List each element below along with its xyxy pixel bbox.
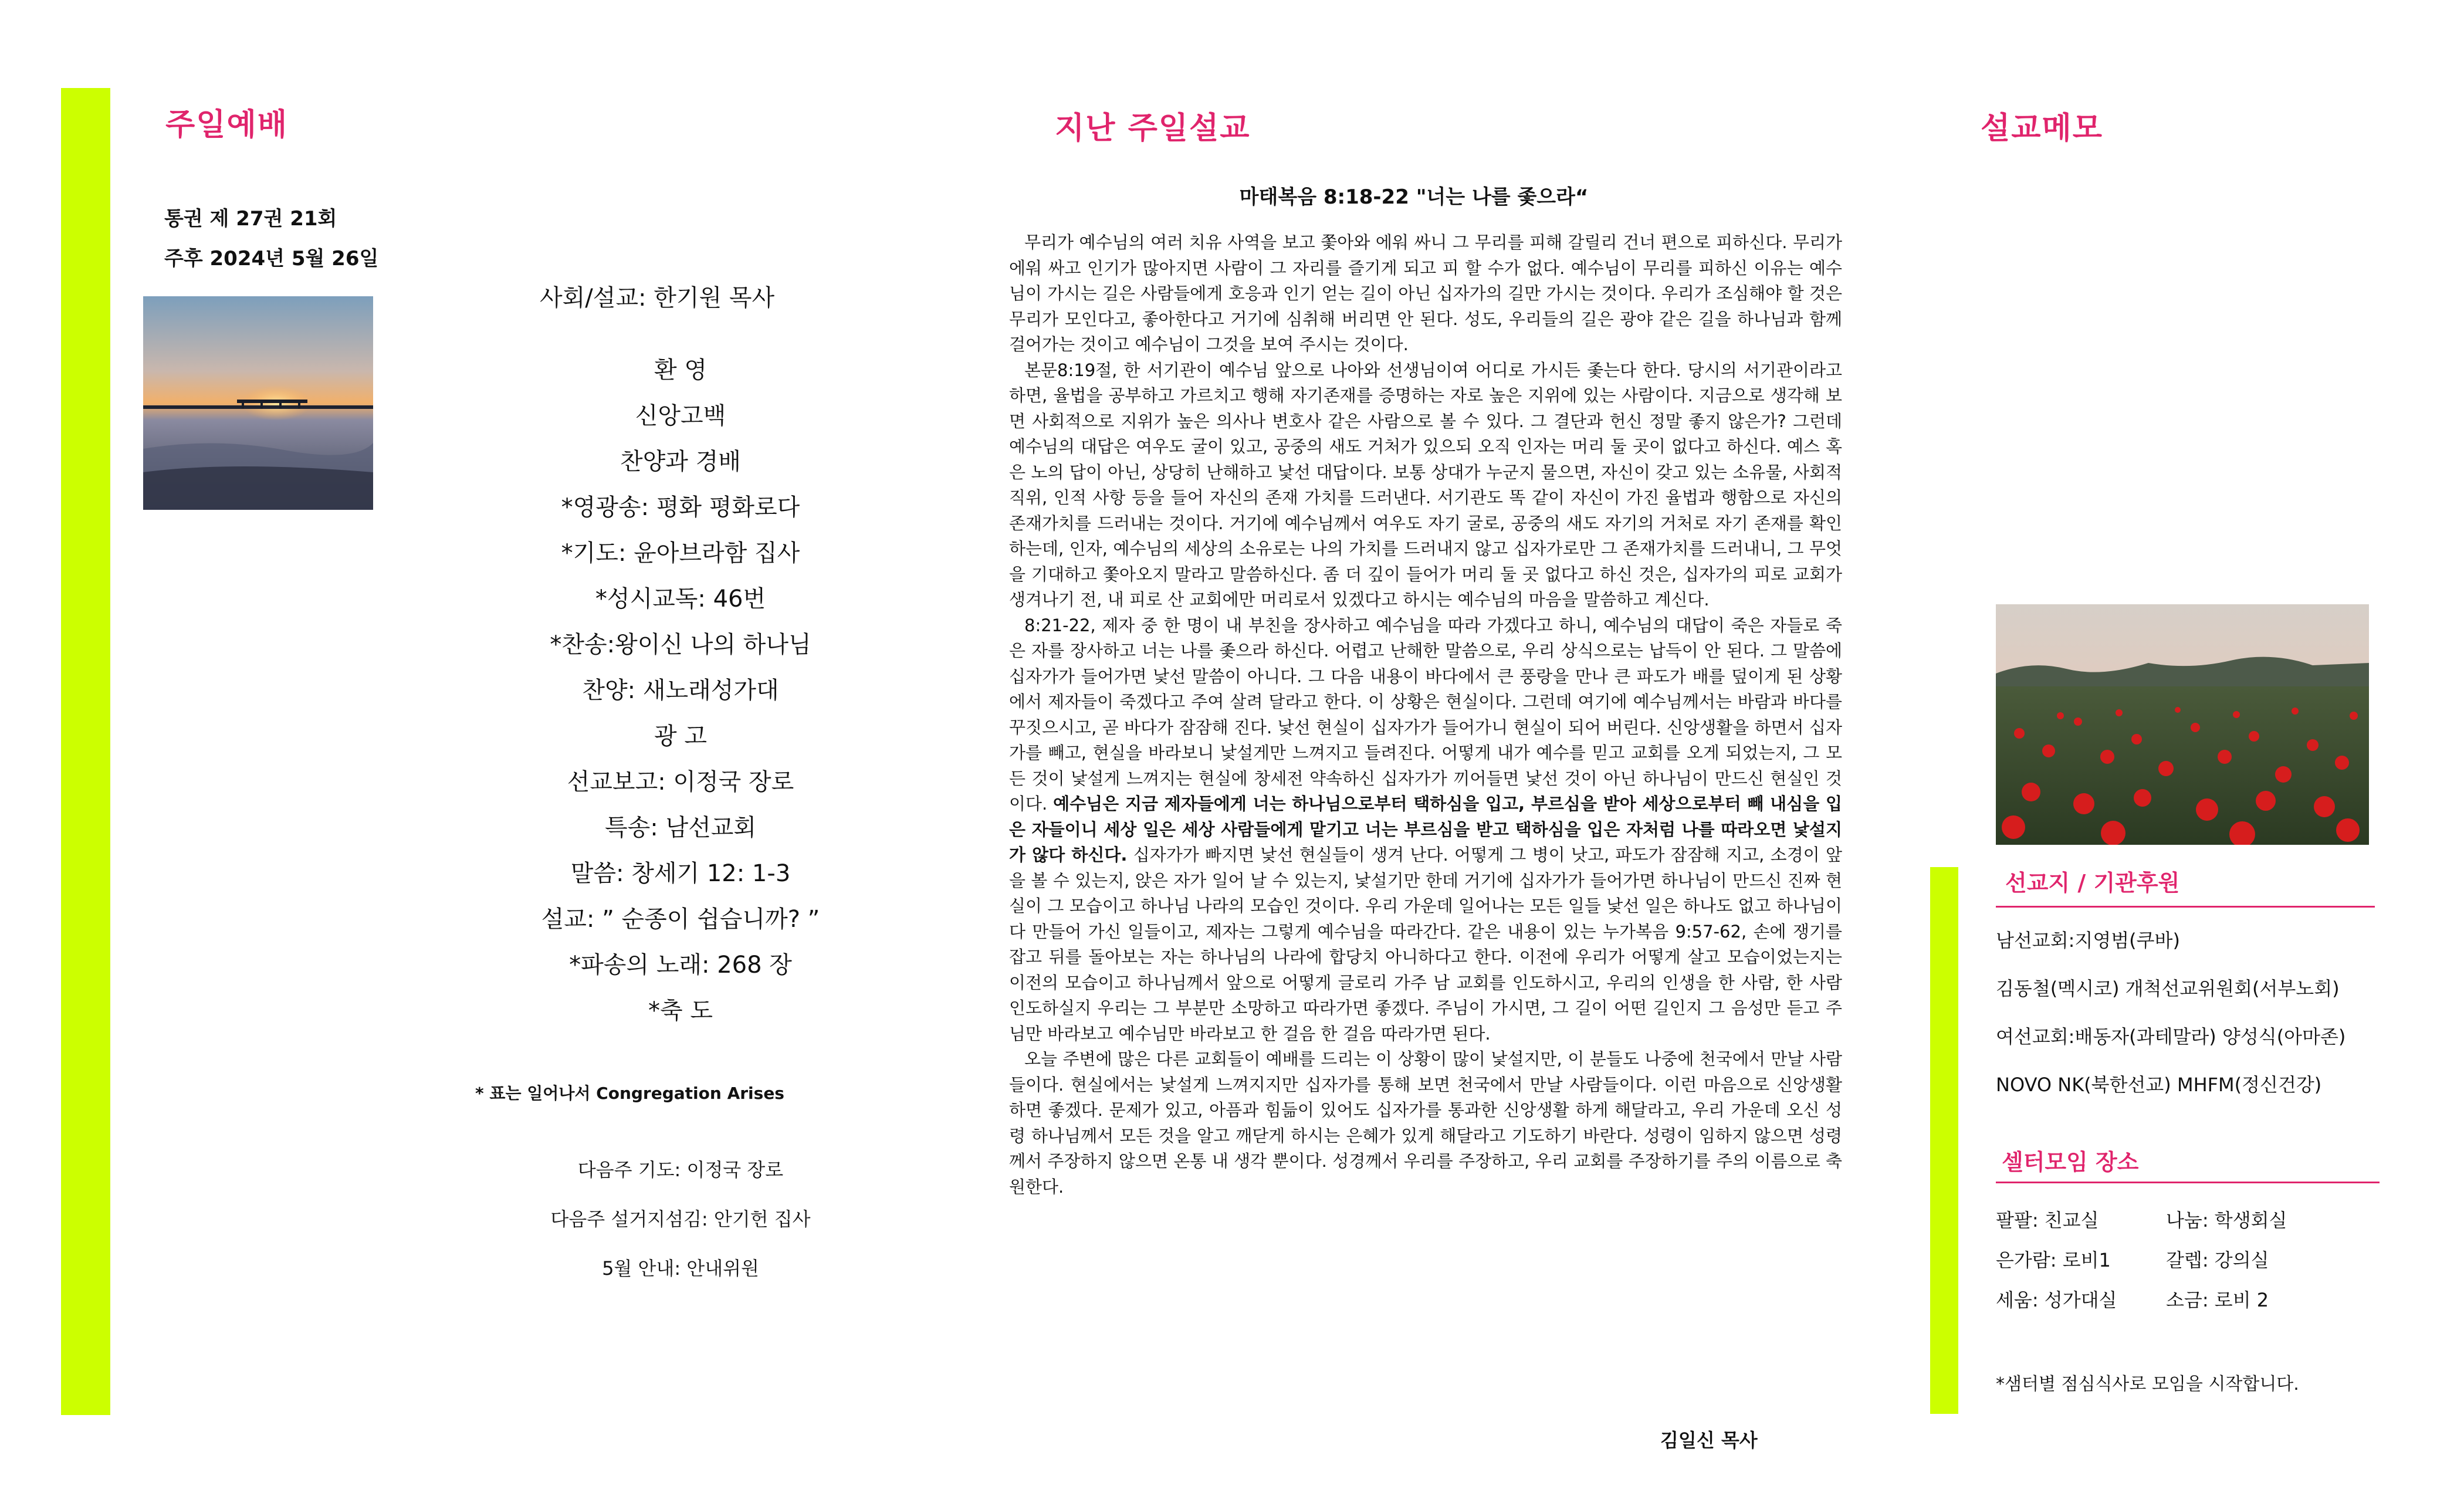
meeting-row xyxy=(1996,1280,2287,1320)
order-responsive-reading: *성시교독: 46번 xyxy=(595,585,766,612)
order-special-song: 특송: 남선교회 xyxy=(604,814,757,841)
next-prayer: 다음주 기도: 이정국 장로 xyxy=(577,1159,784,1181)
next-dish-duty: 다음주 설거지섬김: 안기헌 집사 xyxy=(550,1208,811,1230)
sermon-paragraph-4: 오늘 주변에 많은 다른 교회들이 예배를 드리는 이 상황이 많이 낯설지만, 이 분들도 나중에 천국에서 만날 사람들이다. 현실에서는 낯설게 느껴지지만 십자가를 통해 보면 천국에서 만날 사람들이다. 이런 마음으로 신앙생활 하면 좋겠다. 문제가 있고, 아픔과 힘듦이 있어도 십자가를 통과한 신앙생활 하게 해달라고, 우리 가운데 오신 성령 하나님께서 모든 것을 알고 깨닫게 하시는 은혜가 있게 해달라고 기도하기 바란다. 성령이 임하지 않으면 성령께서 주장하지 않으면 온통 내 생각 뿐이다. 성경께서 우리를 주장하고, 우리 교회를 주장하기를 주의 이름으로 축원한다. xyxy=(1009,1049,1842,1197)
sermon-title: 마태복음 8:18-22 "너는 나를 좇으라“ xyxy=(1239,185,1589,209)
order-announcements: 광 고 xyxy=(654,723,707,750)
meeting-cell: 세움: 성가대실 xyxy=(1996,1289,2117,1311)
meeting-divider xyxy=(1996,1182,2380,1183)
volume-info: 통권 제 27권 21회 xyxy=(164,207,337,231)
order-benediction: *축 도 xyxy=(648,997,713,1024)
meeting-cell: 은가람: 로비1 xyxy=(1996,1249,2111,1271)
sermon-author: 김일신 목사 xyxy=(1660,1429,1758,1451)
meeting-places xyxy=(1996,1200,2287,1320)
order-sermon: 설교: ” 순종이 쉽습니까? ” xyxy=(541,906,820,933)
sermon-paragraph-2: 본문8:19절, 한 서기관이 예수님 앞으로 나아와 선생님이여 어디로 가시든 좇는다 한다. 당시의 서기관이라고 하면, 율법을 공부하고 가르치고 행해 자기존재를 증명하는 자로 높은 지위에 있는 사람이다. 지금으로 생각해 보면 사회적으로 지위가 높은 의사나 변호사 같은 사람으로 볼 수 있다. 그 결단과 헌신 정말 좋지 않은가? 그런데 예수님의 대답은 여우도 굴이 있고, 공중의 새도 거처가 있으되 오직 인자는 머리 둘 곳이 없다고 하신다. 예스 혹은 노의 답이 아닌, 상당히 난해하고 낯선 대답이다. 보통 상대가 누군지 물으면, 자신이 갖고 있는 소유물, 사회적 직위, 인적 사항 등을 들어 자신의 존재 가치를 드러낸다. 서기관도 똑 같이 자신이 가진 율법과 행함으로 자신의 존재가치를 드러내는 것이다. 거기에 예수님께서 여우도 자기 굴로, 공중의 새도 자기의 거처로 자기 존재를 확인하는데, 인자, 예수님의 세상의 소유로는 나의 가치를 드러내지 않고 십자가로만 그 존재가치를 드러내니, 그 무엇을 기대하고 쫓아오지 말라고 말씀하신다. 좀 더 깊이 들어가 머리 둘 곳 없다고 하신 것은, 십자가의 피로 교회가 생겨나기 전, 내 피로 산 교회에만 머리로서 있겠다고 하시는 예수님의 마음을 말씀하고 계신다. xyxy=(1009,360,1842,610)
poppy-field-photo xyxy=(1996,604,2369,845)
sermon-emphasis: 예수님은 지금 제자들에게 너는 하나님으로부터 택하심을 입고, 부르심을 받아 세상으로부터 빼 내심을 입은 자들이니 세상 일은 세상 사람들에게 맡기고 너는 부르심을 받고 택하심을 입은 자처럼 나를 따라오면 낯설지가 않다 하신다. xyxy=(1009,794,1842,865)
order-prayer: *기도: 윤아브라함 집사 xyxy=(561,540,800,567)
sermon-paragraph-3a: 8:21-22, 제자 중 한 명이 내 부친을 장사하고 예수님을 따라 가겠다고 하니, 예수님의 대답이 죽은 자들로 죽은 자를 장사하고 너는 나를 좇으라 하신다. 어렵고 난해한 말씀으로, 우리 상식으로는 납득이 안 된다. 그 말씀에 십자가가 들어가면 낯선 말씀이 아니다. 그 다음 내용이 바다에서 큰 풍랑을 만나 큰 파도가 배를 덮이게 된 상황에서 제자들이 죽겠다고 주여 살려 달라고 한다. 이 상황은 현실이다. 그런데 여기에 예수님께서는 바람과 바다를 꾸짓으시고, 곧 바다가 잠잠해 진다. 낯선 현실이 십자가가 들어가니 현실이 되어 버린다. 신앙생활을 하면서 십자가를 빼고, 현실을 바라보니 낯설게만 느껴지고 들려진다. 어떻게 내가 예수를 믿고 교회를 오게 되었는지, 그 모든 것이 낯설게 느껴지는 현실에 창세전 약속하신 십자가가 끼어들면 낯선 것이 아닌 하나님이 만드신 현실인 것이다. xyxy=(1009,615,1842,814)
next-ushers: 5월 안내: 안내위원 xyxy=(602,1257,759,1280)
missions-divider xyxy=(1996,906,2375,908)
sermon-paragraph-3 xyxy=(1009,613,1842,1047)
service-date: 주후 2024년 5월 26일 xyxy=(164,247,379,270)
order-gloria: *영광송: 평화 평화로다 xyxy=(561,494,800,521)
meeting-cell: 갈렙: 강의실 xyxy=(2166,1249,2269,1271)
meeting-heading: 셀터모임 장소 xyxy=(2002,1149,2139,1175)
order-choir: 찬양: 새노래성가대 xyxy=(582,677,779,704)
mission-item: 남선교회:지영범(쿠바) xyxy=(1996,929,2180,952)
order-scripture: 말씀: 창세기 12: 1-3 xyxy=(570,860,791,887)
mission-item: 김동철(멕시코) 개척선교위원회(서부노회) xyxy=(1996,977,2340,1000)
memo-heading: 설교메모 xyxy=(1981,111,2103,146)
meeting-cell: 팔팔: 친교실 xyxy=(1996,1209,2099,1231)
missions-heading: 선교지 / 기관후원 xyxy=(2005,870,2180,896)
sermon-paragraph-3c: 십자가가 빠지면 낯선 현실들이 생겨 난다. 어떻게 그 병이 낫고, 파도가 잠잠해 지고, 소경이 앞을 볼 수 있는지, 앉은 자가 일어 날 수 있는지, 낯설기만 한데 거기에 십자가가 들어가면 하나님이 만드신 진짜 현실이 그 모습이고 하나님 나라의 모습인 것이다. 우리 가운데 일어나는 모든 일들 낯선 일은 하나도 없고 하나님이 다 만들어 가신 일들이고, 제자는 그렇게 예수님을 따라간다. 같은 내용이 있는 누가복음 9:57-62, 손에 쟁기를 잡고 뒤를 돌아보는 자는 하나님의 나라에 합당치 아니하다고 한다. 이전에 우리가 어떻게 살고 모습이었는지는 이전의 모습이고 하나님께서 앞으로 어떻게 글로리 가주 남 교회를 인도하시고, 우리의 인생을 한 사람, 한 사람 인도하실지 우리는 그 부분만 소망하고 따라가면 좋겠다. 주님이 가시면, 그 길이 어떤 길인지 그 음성만 듣고 주님만 바라보고 예수님만 바라보고 한 걸음 한 걸음 따라가면 된다. xyxy=(1009,845,1843,1044)
sermon-body xyxy=(1009,230,1842,1200)
order-praise: 찬양과 경배 xyxy=(620,448,741,475)
sunset-pier-photo xyxy=(143,296,373,510)
sermon-paragraph-1: 무리가 예수님의 여러 치유 사역을 보고 쫓아와 에워 싸니 그 무리를 피해 갈릴리 건너 편으로 피하신다. 무리가 에워 싸고 인기가 많아지면 사람이 그 자리를 즐기게 되고 피 할 수가 없다. 예수님이 무리를 피하신 이유는 예수님이 가시는 길은 사람들에게 호응과 인기 얻는 길이 아닌 십자가의 길만 가시는 것이다. 우리가 조심해야 할 것은 무리가 모인다고, 좋아한다고 거기에 심취해 버리면 안 된다. 성도, 우리들의 길은 광야 같은 길을 하나님과 함께 걸어가는 것이고 예수님이 그것을 보여 주시는 것이다. xyxy=(1009,232,1842,354)
order-creed: 신앙고백 xyxy=(635,402,726,429)
order-welcome: 환 영 xyxy=(654,357,707,384)
order-mission-report: 선교보고: 이정국 장로 xyxy=(567,769,794,796)
right-accent-bar xyxy=(1930,867,1958,1414)
meeting-note: *샘터별 점심식사로 모임을 시작합니다. xyxy=(1996,1374,2299,1395)
left-accent-bar xyxy=(61,88,110,1415)
presider: 사회/설교: 한기원 목사 xyxy=(540,285,775,312)
worship-order xyxy=(446,347,915,1034)
order-sending-song: *파송의 노래: 268 장 xyxy=(569,952,792,979)
mission-item: 여선교회:배동자(과테말라) 양성식(아마존) xyxy=(1996,1025,2346,1048)
next-week-list xyxy=(458,1145,903,1293)
meeting-cell: 나눔: 학생회실 xyxy=(2166,1209,2287,1231)
missions-list xyxy=(1996,916,2345,1109)
order-hymn: *찬송:왕이신 나의 하나님 xyxy=(550,631,811,658)
worship-heading: 주일예배 xyxy=(165,107,288,143)
meeting-row xyxy=(1996,1200,2287,1240)
meeting-cell: 소금: 로비 2 xyxy=(2166,1289,2269,1311)
meeting-row xyxy=(1996,1240,2287,1280)
sermon-heading: 지난 주일설교 xyxy=(1055,111,1251,146)
mission-item: NOVO NK(북한선교) MHFM(정신건강) xyxy=(1996,1074,2322,1096)
arise-note: * 표는 일어나서 Congregation Arises xyxy=(475,1084,784,1103)
